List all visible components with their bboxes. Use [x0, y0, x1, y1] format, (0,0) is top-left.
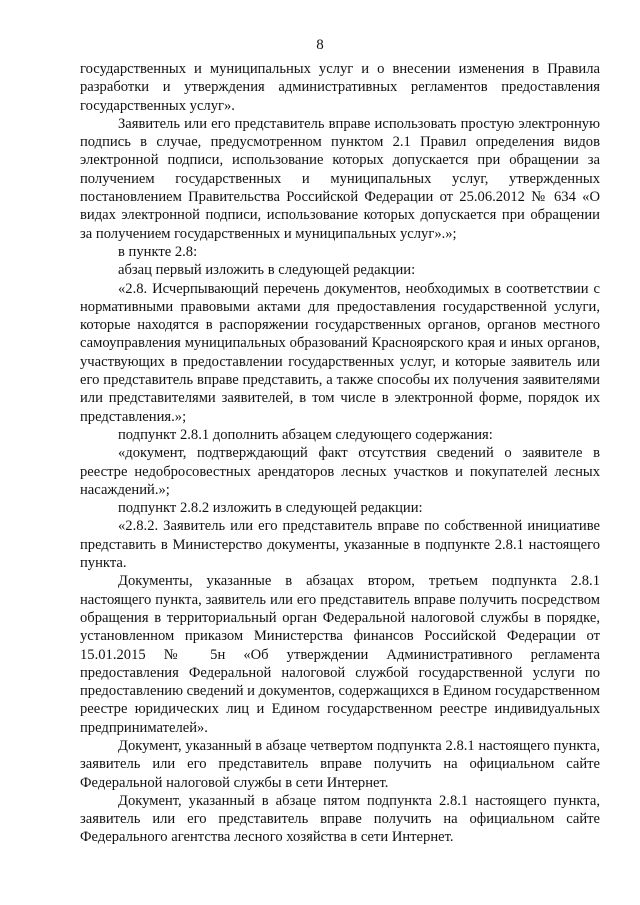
paragraph-clause-2-8-intro: в пункте 2.8:	[118, 243, 198, 260]
paragraph-tax-service-documents: Документы, указанные в абзацах втором, третьем подпункта 2.8.1 настоящего пункта, заявитель или его представитель вправе получить посредством обращения в территориальный орган Федеральной налоговой службы в порядке, установленном приказом Министерства финансов Российской Федерации от 15.01.2015 № 5н «Об утверждении Административного регламента предоставления Федеральной налоговой службой государственной услуги по предоставлению сведений и документов, содержащихся в Едином государственном реестре юридических лиц и Едином государственном реестре индивидуальных предпринимателей».	[80, 573, 600, 736]
paragraph-fifth-abzac-document: Документ, указанный в абзаце пятом подпункта 2.8.1 настоящего пункта, заявитель или его представитель вправе получить на официальном сайте Федерального агентства лесного хозяйства в сети Интернет.	[80, 792, 600, 846]
document-body	[80, 60, 600, 847]
paragraph-clause-2-8: «2.8. Исчерпывающий перечень документов, необходимых в соответствии с нормативными правовыми актами для предоставления государственной услуги, которые находятся в распоряжении государственных органов, органов местного самоуправления муниципальных образований Красноярского края и иных органов, участвующих в предоставлении государственных услуг, и которые заявитель или его представитель вправе представить, а также способы их получения заявителями или представителями заявителей, в том числе в электронной форме, порядок их представления.»;	[80, 280, 600, 425]
paragraph-continuation: государственных и муниципальных услуг и о внесении изменения в Правила разработки и утверждения административных регламентов предоставления государственных услуг».	[80, 61, 600, 114]
paragraph-clause-2-8-2: «2.8.2. Заявитель или его представитель вправе по собственной инициативе представить в Министерство документы, указанные в подпункте 2.8.1 настоящего пункта.	[80, 518, 600, 572]
paragraph-subclause-2-8-2-instruction: подпункт 2.8.2 изложить в следующей редакции:	[118, 500, 423, 517]
paragraph-fourth-abzac-document: Документ, указанный в абзаце четвертом подпункта 2.8.1 настоящего пункта, заявитель или его представитель вправе получить на официальном сайте Федеральной налоговой службы в сети Интернет.	[80, 737, 600, 791]
paragraph-subclause-2-8-1-instruction: подпункт 2.8.1 дополнить абзацем следующего содержания:	[118, 426, 493, 443]
paragraph-first-abzac-instruction: абзац первый изложить в следующей редакции:	[118, 262, 416, 279]
paragraph-simple-signature: Заявитель или его представитель вправе использовать простую электронную подпись в случае, предусмотренном пунктом 2.1 Правил определения видов электронной подписи, использование которых допускается при обращении за получением государственных и муниципальных услуг, утвержденных постановлением Правительства Российской Федерации от 25.06.2012 № 634 «О видах электронной подписи, использование которых допускается при обращении за получением государственных и муниципальных услуг».»;	[80, 115, 600, 242]
paragraph-document-registry: «документ, подтверждающий факт отсутствия сведений о заявителе в реестре недобросовестных арендаторов лесных участков и покупателей лесных насаждений.»;	[80, 445, 600, 498]
page-number: 8	[316, 37, 324, 53]
